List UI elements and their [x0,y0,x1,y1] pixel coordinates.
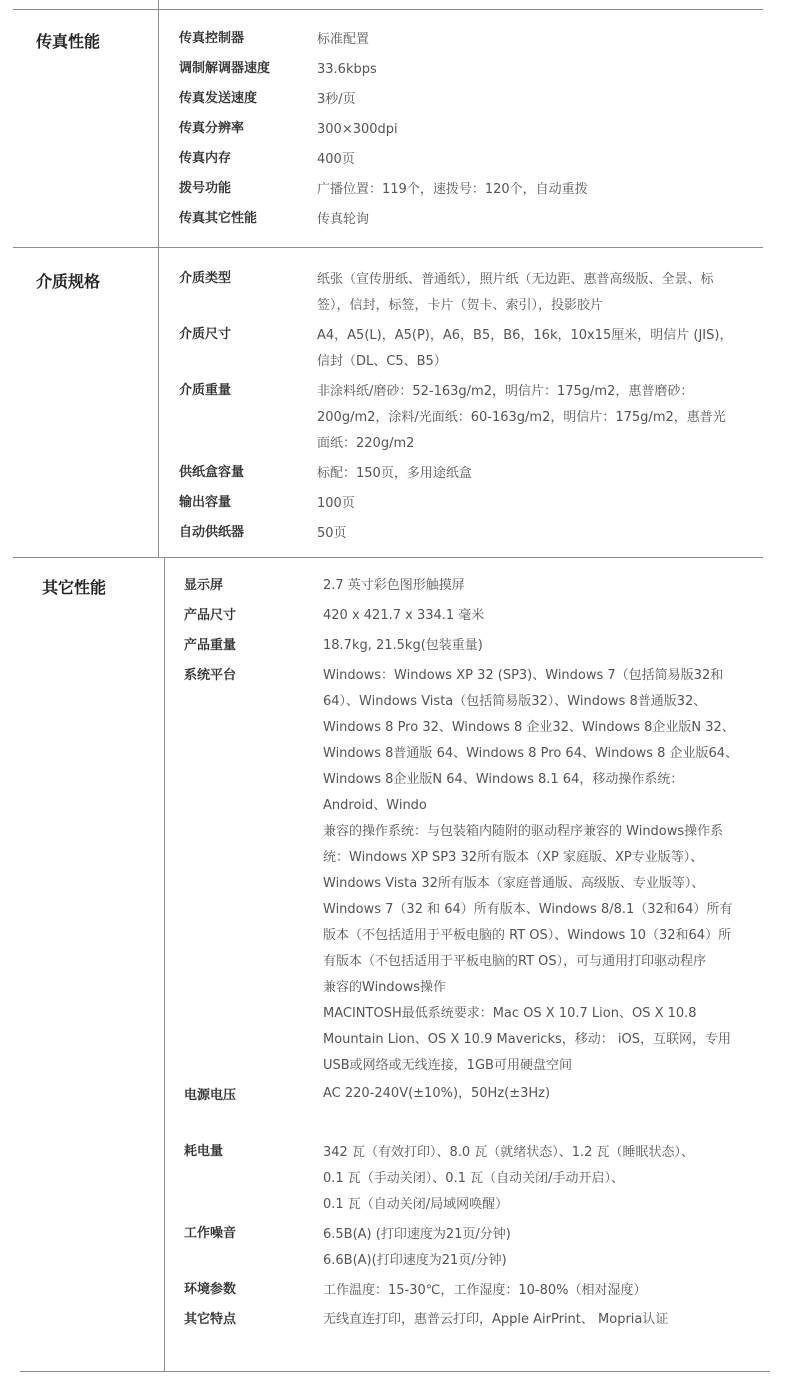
spec-value: A4，A5(L)，A5(P)，A6，B5，B6，16k，10x15厘米，明信片 (JIS)， 信封（DL、C5、B5） [317,328,733,369]
column-divider-other [164,558,165,1372]
spec-label: 显示屏 [184,578,224,593]
spec-label: 自动供纸器 [179,525,245,540]
spec-label: 传真控制器 [179,31,245,46]
spec-label: 系统平台 [184,668,237,683]
spec-label: 其它特点 [184,1312,237,1327]
divider-top [13,9,763,10]
divider-media-other [13,557,763,558]
spec-value: 18.7kg, 21.5kg(包装重量) [323,638,483,653]
spec-value: Windows：Windows XP 32 (SP3)、Windows 7（包括简易版32和 64）、Windows Vista（包括简易版32）、Windows 8普通版32、 Windows 8 Pro 32、Windows 8 企业32、Windows 8企业版N 32、 Windows 8普通版 64、Windows 8 Pro 64、Windows 8 企业版64、 Windows 8企业版N 64、Windows 8.1 64，移动操作系统： Android、Windo 兼容的操作系统：与包装箱内随附的驱动程序兼容的 Windows操作系 统：Windows XP SP3 32所有版本（XP 家庭版、XP专业版等）、 Windows Vista 32所有版本（家庭普通版、高级版、专业版等）、 Windows 7（32 和 64）所有版本、Windows 8/8.1（32和64）所有 版本（不包括适用于平板电脑的 RT OS）、Windows 10（32和64）所 有版本（不包括适用于平板电脑的RT OS），可与通用打印驱动程序 兼容的Windows操作 MACINTOSH最低系统要求：Mac OS X 10.7 Lion、OS X 10.8 Mountain Lion、OS X 10.9 Mavericks，移动： iOS，互联网，专用 USB或网络或无线连接，1GB可用硬盘空间 [323,668,739,1073]
spec-value: 3秒/页 [317,92,356,107]
spec-value: 6.5B(A) (打印速度为21页/分钟) 6.6B(A)(打印速度为21页/分钟) [323,1227,511,1268]
spec-value: 工作温度：15-30℃，工作湿度：10-80%（相对湿度） [323,1283,647,1298]
spec-value: 100页 [317,496,355,511]
spec-value: 420 x 421.7 x 334.1 毫米 [323,608,485,623]
spec-label: 传真发送速度 [179,91,258,106]
spec-label: 调制解调器速度 [179,61,271,76]
spec-value: 无线直连打印，惠普云打印，Apple AirPrint、 Mopria认证 [323,1312,669,1327]
spec-value: 400页 [317,152,355,167]
spec-value: 标准配置 [317,32,370,47]
spec-value: 标配：150页，多用途纸盒 [317,466,472,481]
spec-value: 33.6kbps [317,62,377,77]
spec-label: 介质重量 [179,383,232,398]
section-title-media: 介质规格 [36,272,101,291]
spec-label: 供纸盒容量 [179,465,245,480]
spec-value: 非涂料纸/磨砂：52-163g/m2，明信片：175g/m2，惠普磨砂： 200g/m2，涂料/光面纸：60-163g/m2，明信片：175g/m2，惠普光 面纸：220g/m2 [317,384,726,451]
spec-label: 输出容量 [179,495,232,510]
spec-label: 电源电压 [184,1088,237,1103]
spec-label: 产品重量 [184,638,237,653]
column-divider-fax [158,0,159,248]
spec-label: 产品尺寸 [184,608,237,623]
spec-label: 拨号功能 [179,181,232,196]
section-title-fax: 传真性能 [36,32,101,51]
spec-label: 环境参数 [184,1282,237,1297]
divider-bottom [20,1371,770,1372]
spec-value: 纸张（宣传册纸、普通纸），照片纸（无边距、惠普高级版、全景、标 签），信封，标签，卡片（贺卡、索引），投影胶片 [317,272,714,313]
spec-label: 介质尺寸 [179,327,232,342]
spec-label: 耗电量 [184,1144,224,1159]
spec-label: 传真分辨率 [179,121,245,136]
spec-value: 342 瓦（有效打印）、8.0 瓦（就绪状态）、1.2 瓦（睡眠状态）、 0.1 瓦（手动关闭）、0.1 瓦（自动关闭/手动开启）、 0.1 瓦（自动关闭/局域网唤醒） [323,1145,695,1212]
spec-value: 50页 [317,526,347,541]
spec-label: 工作噪音 [184,1226,237,1241]
column-divider-media [158,248,159,558]
spec-label: 介质类型 [179,271,232,286]
spec-label: 传真内存 [179,151,232,166]
spec-value: 广播位置：119个，速拨号：120个，自动重拨 [317,182,588,197]
spec-label: 传真其它性能 [179,211,258,226]
spec-value: 300×300dpi [317,122,398,137]
spec-value: AC 220-240V(±10%)，50Hz(±3Hz) [323,1086,551,1101]
spec-value: 传真轮询 [317,212,370,227]
divider-fax-media [13,247,763,248]
section-title-other: 其它性能 [42,578,107,597]
spec-value: 2.7 英寸彩色图形触摸屏 [323,578,465,593]
